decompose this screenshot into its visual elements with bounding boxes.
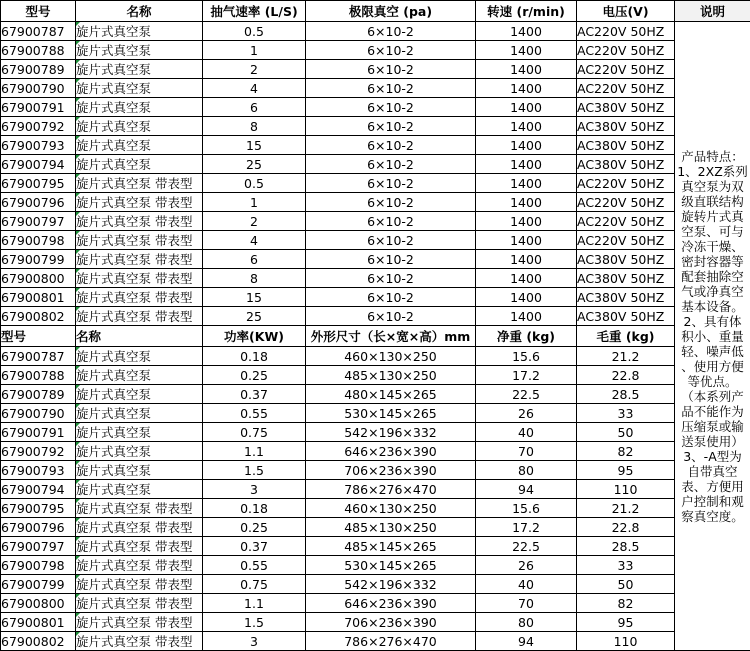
table-row bbox=[1, 442, 750, 461]
cell-net-weight: 94 bbox=[476, 632, 577, 651]
header-model: 型号 bbox=[1, 1, 76, 22]
cell-rotation-speed: 1400 bbox=[476, 269, 577, 288]
cell-name: 旋片式真空泵 bbox=[76, 442, 203, 461]
cell-model: 67900790 bbox=[1, 79, 76, 98]
cell-net-weight: 22.5 bbox=[476, 385, 577, 404]
notes-line: 冷冻干燥、 bbox=[675, 239, 750, 254]
cell-power: 0.25 bbox=[203, 366, 306, 385]
cell-model: 67900796 bbox=[1, 193, 76, 212]
cell-model: 67900797 bbox=[1, 212, 76, 231]
table-row bbox=[1, 594, 750, 613]
cell-dimensions: 542×196×332 bbox=[306, 423, 476, 442]
cell-dimensions: 706×236×390 bbox=[306, 461, 476, 480]
cell-ultimate-vacuum: 6×10-2 bbox=[306, 117, 476, 136]
cell-ultimate-vacuum: 6×10-2 bbox=[306, 60, 476, 79]
notes-line: 2、具有体 bbox=[675, 314, 750, 329]
cell-name: 旋片式真空泵 带表型 bbox=[76, 288, 203, 307]
cell-model: 67900795 bbox=[1, 174, 76, 193]
cell-ultimate-vacuum: 6×10-2 bbox=[306, 231, 476, 250]
cell-name: 旋片式真空泵 带表型 bbox=[76, 537, 203, 556]
cell-name: 旋片式真空泵 bbox=[76, 136, 203, 155]
cell-power: 0.25 bbox=[203, 518, 306, 537]
cell-voltage: AC380V 50HZ bbox=[577, 269, 675, 288]
cell-pump-speed: 8 bbox=[203, 269, 306, 288]
cell-name: 旋片式真空泵 带表型 bbox=[76, 575, 203, 594]
cell-ultimate-vacuum: 6×10-2 bbox=[306, 212, 476, 231]
table-row bbox=[1, 250, 750, 269]
cell-model: 67900801 bbox=[1, 613, 76, 632]
cell-power: 0.18 bbox=[203, 347, 306, 366]
cell-ultimate-vacuum: 6×10-2 bbox=[306, 155, 476, 174]
cell-name: 旋片式真空泵 带表型 bbox=[76, 231, 203, 250]
cell-ultimate-vacuum: 6×10-2 bbox=[306, 22, 476, 41]
cell-gross-weight: 28.5 bbox=[577, 385, 675, 404]
cell-power: 1.5 bbox=[203, 613, 306, 632]
notes-cell bbox=[675, 22, 750, 651]
cell-ultimate-vacuum: 6×10-2 bbox=[306, 79, 476, 98]
notes-line: 压缩泵或输 bbox=[675, 419, 750, 434]
header-notes: 说明 bbox=[675, 1, 750, 22]
cell-voltage: AC380V 50HZ bbox=[577, 307, 675, 326]
header-net-weight: 净重 (kg) bbox=[476, 326, 577, 347]
cell-model: 67900794 bbox=[1, 155, 76, 174]
table-row bbox=[1, 41, 750, 60]
cell-ultimate-vacuum: 6×10-2 bbox=[306, 269, 476, 288]
cell-model: 67900793 bbox=[1, 136, 76, 155]
cell-name: 旋片式真空泵 bbox=[76, 461, 203, 480]
cell-gross-weight: 95 bbox=[577, 461, 675, 480]
cell-ultimate-vacuum: 6×10-2 bbox=[306, 193, 476, 212]
cell-rotation-speed: 1400 bbox=[476, 60, 577, 79]
cell-dimensions: 485×130×250 bbox=[306, 366, 476, 385]
cell-model: 67900797 bbox=[1, 537, 76, 556]
cell-name: 旋片式真空泵 带表型 bbox=[76, 632, 203, 651]
cell-rotation-speed: 1400 bbox=[476, 98, 577, 117]
cell-model: 67900798 bbox=[1, 556, 76, 575]
notes-line: 、使用方便 bbox=[675, 359, 750, 374]
cell-net-weight: 80 bbox=[476, 461, 577, 480]
cell-name: 旋片式真空泵 bbox=[76, 347, 203, 366]
notes-line: 旋转片式真 bbox=[675, 209, 750, 224]
cell-net-weight: 26 bbox=[476, 404, 577, 423]
cell-dimensions: 485×130×250 bbox=[306, 518, 476, 537]
table-row bbox=[1, 60, 750, 79]
cell-ultimate-vacuum: 6×10-2 bbox=[306, 307, 476, 326]
cell-model: 67900795 bbox=[1, 499, 76, 518]
header-power: 功率(KW) bbox=[203, 326, 306, 347]
table-row bbox=[1, 117, 750, 136]
cell-rotation-speed: 1400 bbox=[476, 155, 577, 174]
cell-name: 旋片式真空泵 带表型 bbox=[76, 499, 203, 518]
cell-gross-weight: 21.2 bbox=[577, 347, 675, 366]
cell-rotation-speed: 1400 bbox=[476, 41, 577, 60]
cell-rotation-speed: 1400 bbox=[476, 231, 577, 250]
header-rotation-speed: 转速 (r/min) bbox=[476, 1, 577, 22]
cell-dimensions: 646×236×390 bbox=[306, 594, 476, 613]
cell-voltage: AC380V 50HZ bbox=[577, 136, 675, 155]
cell-net-weight: 26 bbox=[476, 556, 577, 575]
cell-power: 1.1 bbox=[203, 442, 306, 461]
header-voltage: 电压(V) bbox=[577, 1, 675, 22]
cell-rotation-speed: 1400 bbox=[476, 288, 577, 307]
cell-voltage: AC220V 50HZ bbox=[577, 60, 675, 79]
table-row bbox=[1, 537, 750, 556]
notes-line: 自带真空 bbox=[675, 464, 750, 479]
cell-name: 旋片式真空泵 bbox=[76, 366, 203, 385]
table-row bbox=[1, 575, 750, 594]
table-row bbox=[1, 288, 750, 307]
notes-line: 级直联结构 bbox=[675, 194, 750, 209]
cell-gross-weight: 21.2 bbox=[577, 499, 675, 518]
header-name: 名称 bbox=[76, 326, 203, 347]
top-header-row bbox=[1, 1, 750, 22]
cell-gross-weight: 82 bbox=[577, 442, 675, 461]
cell-pump-speed: 1 bbox=[203, 41, 306, 60]
cell-ultimate-vacuum: 6×10-2 bbox=[306, 288, 476, 307]
cell-model: 67900802 bbox=[1, 307, 76, 326]
cell-name: 旋片式真空泵 带表型 bbox=[76, 594, 203, 613]
cell-gross-weight: 50 bbox=[577, 423, 675, 442]
cell-name: 旋片式真空泵 bbox=[76, 98, 203, 117]
cell-pump-speed: 8 bbox=[203, 117, 306, 136]
cell-name: 旋片式真空泵 bbox=[76, 155, 203, 174]
cell-name: 旋片式真空泵 带表型 bbox=[76, 250, 203, 269]
table-row bbox=[1, 347, 750, 366]
notes-line: 察真空度。 bbox=[675, 509, 750, 524]
cell-power: 0.55 bbox=[203, 404, 306, 423]
cell-model: 67900788 bbox=[1, 41, 76, 60]
cell-gross-weight: 28.5 bbox=[577, 537, 675, 556]
cell-model: 67900787 bbox=[1, 347, 76, 366]
cell-model: 67900800 bbox=[1, 269, 76, 288]
cell-power: 0.55 bbox=[203, 556, 306, 575]
cell-rotation-speed: 1400 bbox=[476, 212, 577, 231]
cell-gross-weight: 22.8 bbox=[577, 366, 675, 385]
cell-dimensions: 530×145×265 bbox=[306, 404, 476, 423]
notes-line: 轻、噪声低 bbox=[675, 344, 750, 359]
cell-pump-speed: 4 bbox=[203, 231, 306, 250]
cell-rotation-speed: 1400 bbox=[476, 193, 577, 212]
cell-model: 67900800 bbox=[1, 594, 76, 613]
table-row bbox=[1, 480, 750, 499]
cell-power: 1.1 bbox=[203, 594, 306, 613]
cell-voltage: AC380V 50HZ bbox=[577, 250, 675, 269]
table-row bbox=[1, 79, 750, 98]
cell-name: 旋片式真空泵 带表型 bbox=[76, 212, 203, 231]
notes-line: 基本设备。 bbox=[675, 299, 750, 314]
cell-gross-weight: 110 bbox=[577, 632, 675, 651]
notes-line: 品不能作为 bbox=[675, 404, 750, 419]
cell-power: 1.5 bbox=[203, 461, 306, 480]
cell-ultimate-vacuum: 6×10-2 bbox=[306, 136, 476, 155]
cell-ultimate-vacuum: 6×10-2 bbox=[306, 41, 476, 60]
cell-name: 旋片式真空泵 bbox=[76, 22, 203, 41]
cell-name: 旋片式真空泵 bbox=[76, 41, 203, 60]
cell-rotation-speed: 1400 bbox=[476, 79, 577, 98]
cell-pump-speed: 0.5 bbox=[203, 174, 306, 193]
cell-voltage: AC220V 50HZ bbox=[577, 41, 675, 60]
cell-net-weight: 70 bbox=[476, 594, 577, 613]
cell-net-weight: 15.6 bbox=[476, 347, 577, 366]
cell-voltage: AC220V 50HZ bbox=[577, 174, 675, 193]
cell-pump-speed: 4 bbox=[203, 79, 306, 98]
cell-rotation-speed: 1400 bbox=[476, 174, 577, 193]
cell-model: 67900799 bbox=[1, 250, 76, 269]
cell-rotation-speed: 1400 bbox=[476, 136, 577, 155]
cell-pump-speed: 0.5 bbox=[203, 22, 306, 41]
cell-net-weight: 70 bbox=[476, 442, 577, 461]
table-row bbox=[1, 385, 750, 404]
cell-dimensions: 706×236×390 bbox=[306, 613, 476, 632]
cell-name: 旋片式真空泵 bbox=[76, 60, 203, 79]
spec-sheet-body bbox=[1, 1, 750, 651]
cell-model: 67900790 bbox=[1, 404, 76, 423]
cell-model: 67900802 bbox=[1, 632, 76, 651]
cell-pump-speed: 2 bbox=[203, 212, 306, 231]
table-row bbox=[1, 307, 750, 326]
table-row bbox=[1, 174, 750, 193]
cell-net-weight: 40 bbox=[476, 575, 577, 594]
header-model: 型号 bbox=[1, 326, 76, 347]
cell-model: 67900794 bbox=[1, 480, 76, 499]
cell-gross-weight: 22.8 bbox=[577, 518, 675, 537]
cell-pump-speed: 15 bbox=[203, 136, 306, 155]
cell-voltage: AC220V 50HZ bbox=[577, 22, 675, 41]
cell-gross-weight: 33 bbox=[577, 404, 675, 423]
cell-pump-speed: 15 bbox=[203, 288, 306, 307]
cell-model: 67900799 bbox=[1, 575, 76, 594]
cell-model: 67900788 bbox=[1, 366, 76, 385]
cell-rotation-speed: 1400 bbox=[476, 117, 577, 136]
table-row bbox=[1, 136, 750, 155]
cell-model: 67900789 bbox=[1, 385, 76, 404]
cell-name: 旋片式真空泵 带表型 bbox=[76, 193, 203, 212]
table-row bbox=[1, 499, 750, 518]
cell-voltage: AC380V 50HZ bbox=[577, 155, 675, 174]
notes-line: （本系列产 bbox=[675, 389, 750, 404]
cell-net-weight: 17.2 bbox=[476, 518, 577, 537]
table-row bbox=[1, 269, 750, 288]
cell-power: 3 bbox=[203, 480, 306, 499]
cell-voltage: AC220V 50HZ bbox=[577, 79, 675, 98]
cell-name: 旋片式真空泵 带表型 bbox=[76, 174, 203, 193]
cell-dimensions: 542×196×332 bbox=[306, 575, 476, 594]
table-row bbox=[1, 22, 750, 41]
cell-name: 旋片式真空泵 带表型 bbox=[76, 269, 203, 288]
cell-pump-speed: 6 bbox=[203, 250, 306, 269]
cell-gross-weight: 110 bbox=[577, 480, 675, 499]
cell-name: 旋片式真空泵 带表型 bbox=[76, 556, 203, 575]
notes-line: 1、2XZ系列 bbox=[675, 164, 750, 179]
header-ultimate-vacuum: 极限真空 (pa) bbox=[306, 1, 476, 22]
cell-dimensions: 786×276×470 bbox=[306, 480, 476, 499]
cell-dimensions: 786×276×470 bbox=[306, 632, 476, 651]
table-row bbox=[1, 231, 750, 250]
header-name: 名称 bbox=[76, 1, 203, 22]
cell-dimensions: 480×145×265 bbox=[306, 385, 476, 404]
cell-voltage: AC220V 50HZ bbox=[577, 193, 675, 212]
notes-line: 送泵使用） bbox=[675, 434, 750, 449]
header-pump-speed: 抽气速率 (L/S) bbox=[203, 1, 306, 22]
cell-voltage: AC220V 50HZ bbox=[577, 212, 675, 231]
notes-line: 空泵、可与 bbox=[675, 224, 750, 239]
cell-power: 0.75 bbox=[203, 423, 306, 442]
cell-dimensions: 460×130×250 bbox=[306, 347, 476, 366]
table-row bbox=[1, 155, 750, 174]
header-dimensions: 外形尺寸（长×宽×高）mm bbox=[306, 326, 476, 347]
cell-model: 67900793 bbox=[1, 461, 76, 480]
cell-model: 67900791 bbox=[1, 98, 76, 117]
table-row bbox=[1, 556, 750, 575]
table-row bbox=[1, 366, 750, 385]
cell-model: 67900787 bbox=[1, 22, 76, 41]
cell-model: 67900791 bbox=[1, 423, 76, 442]
cell-name: 旋片式真空泵 bbox=[76, 385, 203, 404]
cell-rotation-speed: 1400 bbox=[476, 22, 577, 41]
cell-dimensions: 646×236×390 bbox=[306, 442, 476, 461]
cell-net-weight: 15.6 bbox=[476, 499, 577, 518]
notes-line: 等优点。 bbox=[675, 374, 750, 389]
cell-model: 67900792 bbox=[1, 117, 76, 136]
header-gross-weight: 毛重 (kg) bbox=[577, 326, 675, 347]
notes-line: 积小、重量 bbox=[675, 329, 750, 344]
cell-model: 67900796 bbox=[1, 518, 76, 537]
cell-pump-speed: 25 bbox=[203, 307, 306, 326]
cell-pump-speed: 1 bbox=[203, 193, 306, 212]
cell-pump-speed: 25 bbox=[203, 155, 306, 174]
cell-power: 0.18 bbox=[203, 499, 306, 518]
cell-voltage: AC380V 50HZ bbox=[577, 117, 675, 136]
cell-name: 旋片式真空泵 bbox=[76, 79, 203, 98]
cell-pump-speed: 2 bbox=[203, 60, 306, 79]
cell-dimensions: 485×145×265 bbox=[306, 537, 476, 556]
table-row bbox=[1, 461, 750, 480]
notes-line: 表、方便用 bbox=[675, 479, 750, 494]
cell-power: 0.37 bbox=[203, 537, 306, 556]
notes-line: 户控制和观 bbox=[675, 494, 750, 509]
cell-name: 旋片式真空泵 带表型 bbox=[76, 518, 203, 537]
cell-name: 旋片式真空泵 bbox=[76, 480, 203, 499]
table-row bbox=[1, 423, 750, 442]
table-row bbox=[1, 193, 750, 212]
cell-net-weight: 17.2 bbox=[476, 366, 577, 385]
cell-dimensions: 530×145×265 bbox=[306, 556, 476, 575]
cell-power: 3 bbox=[203, 632, 306, 651]
notes-line: 气或净真空 bbox=[675, 284, 750, 299]
cell-net-weight: 94 bbox=[476, 480, 577, 499]
table-row bbox=[1, 212, 750, 231]
bottom-header-row bbox=[1, 326, 750, 347]
table-row bbox=[1, 404, 750, 423]
cell-voltage: AC220V 50HZ bbox=[577, 231, 675, 250]
cell-gross-weight: 33 bbox=[577, 556, 675, 575]
cell-gross-weight: 95 bbox=[577, 613, 675, 632]
cell-name: 旋片式真空泵 带表型 bbox=[76, 307, 203, 326]
cell-ultimate-vacuum: 6×10-2 bbox=[306, 174, 476, 193]
cell-rotation-speed: 1400 bbox=[476, 250, 577, 269]
notes-line: 真空泵为双 bbox=[675, 179, 750, 194]
cell-model: 67900789 bbox=[1, 60, 76, 79]
table-row bbox=[1, 632, 750, 651]
cell-model: 67900798 bbox=[1, 231, 76, 250]
cell-rotation-speed: 1400 bbox=[476, 307, 577, 326]
cell-net-weight: 40 bbox=[476, 423, 577, 442]
cell-net-weight: 22.5 bbox=[476, 537, 577, 556]
cell-model: 67900801 bbox=[1, 288, 76, 307]
cell-name: 旋片式真空泵 bbox=[76, 404, 203, 423]
notes-line: 密封容器等 bbox=[675, 254, 750, 269]
cell-power: 0.75 bbox=[203, 575, 306, 594]
cell-gross-weight: 82 bbox=[577, 594, 675, 613]
cell-power: 0.37 bbox=[203, 385, 306, 404]
table-row bbox=[1, 613, 750, 632]
cell-model: 67900792 bbox=[1, 442, 76, 461]
table-row bbox=[1, 98, 750, 117]
notes-line: 配套抽除空 bbox=[675, 269, 750, 284]
cell-name: 旋片式真空泵 bbox=[76, 423, 203, 442]
cell-voltage: AC380V 50HZ bbox=[577, 288, 675, 307]
cell-voltage: AC380V 50HZ bbox=[577, 98, 675, 117]
cell-pump-speed: 6 bbox=[203, 98, 306, 117]
cell-ultimate-vacuum: 6×10-2 bbox=[306, 98, 476, 117]
cell-net-weight: 80 bbox=[476, 613, 577, 632]
cell-name: 旋片式真空泵 带表型 bbox=[76, 613, 203, 632]
cell-gross-weight: 50 bbox=[577, 575, 675, 594]
table-row bbox=[1, 518, 750, 537]
cell-name: 旋片式真空泵 bbox=[76, 117, 203, 136]
cell-dimensions: 460×130×250 bbox=[306, 499, 476, 518]
notes-line: 3、-A型为 bbox=[675, 449, 750, 464]
notes-line: 产品特点： bbox=[675, 149, 750, 164]
cell-ultimate-vacuum: 6×10-2 bbox=[306, 250, 476, 269]
